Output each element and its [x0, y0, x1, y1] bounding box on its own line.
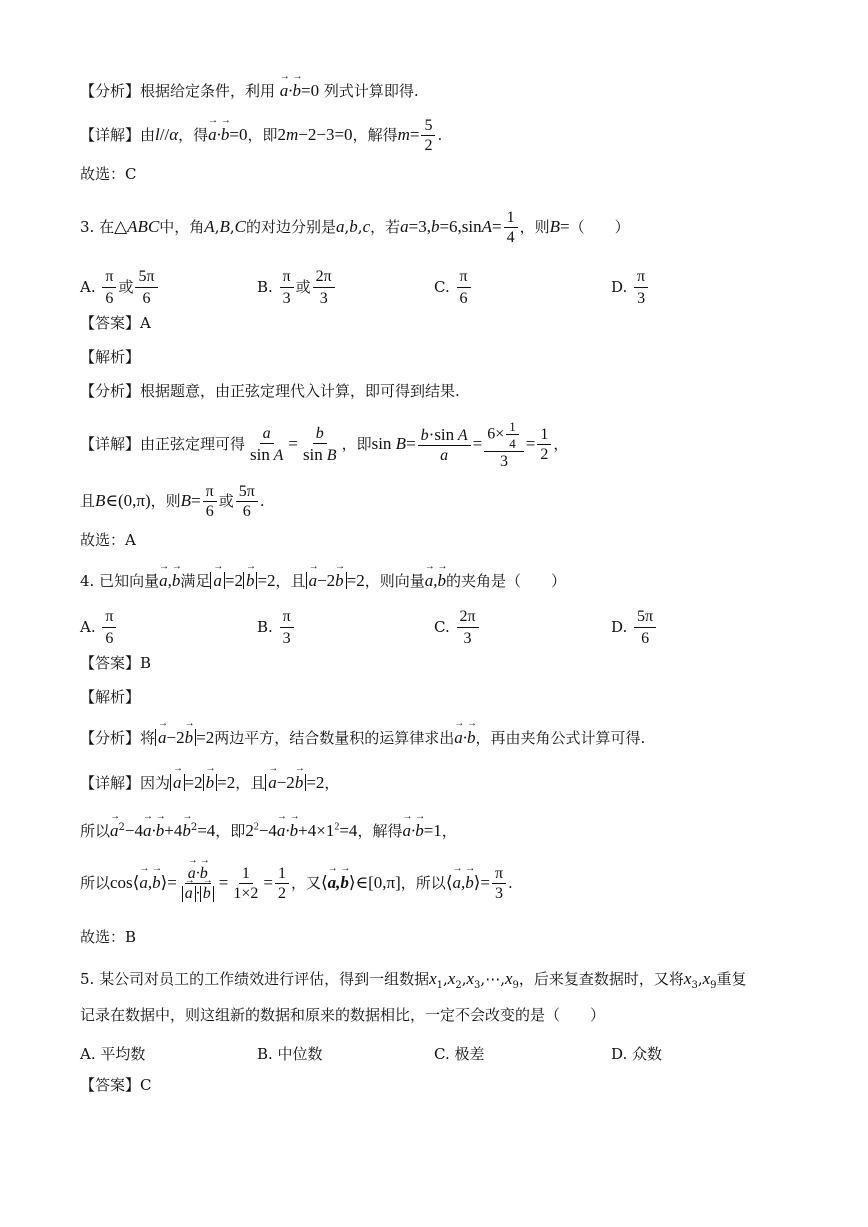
q2-detail: 【详解】由l//α，得→ a·→ b=0，即2m−2−3=0，解得m= $\frac{5}{2}$ . [80, 118, 442, 154]
q3-option-c: C. $\frac{\pi}{6}$ [434, 268, 473, 308]
fraction: $\frac{5}{2}$ [421, 118, 435, 154]
q2-analysis: 【分析】根据给定条件，利用 → a·→ b=0 列式计算即得. [80, 82, 419, 99]
q4-option-a: A. $\frac{\pi}{6}$ [80, 608, 118, 648]
q3-answer: 【答案】A [80, 314, 151, 332]
q4-analysis: 【分析】将→ a−2→ b =2两边平方，结合数量积的运算律求出→ a·→ b，再由夹角公式计算可得. [80, 729, 645, 746]
q4-answer: 【答案】B [80, 654, 152, 672]
q3-option-a: A. $\frac{\pi}{6}$ 或 $\frac{5\pi}{6}$ [80, 268, 160, 308]
q2-answer: 故选：C [80, 165, 137, 183]
q5-stem-1: 5. 某公司对员工的工作绩效进行评估，得到一组数据$x_1,x_2,x_3,\cdots,x_9$，后来复查数据时，又将$x_3,x_9$重复 [80, 969, 747, 991]
q3-option-b: B. $\frac{\pi}{3}$ 或 $\frac{2\pi}{3}$ [257, 268, 337, 308]
q4-option-d: D. $\frac{5\pi}{6}$ [611, 608, 658, 648]
q4-final: 故选：B [80, 928, 137, 946]
q4-detail: 【详解】因为→ a =2→ b =2，且→ a−2→ b =2， [80, 774, 339, 791]
q3-option-d: D. $\frac{\pi}{3}$ [611, 268, 650, 308]
q3-stem: 3. 在△ABC中，角A,B,C的对边分别是a,b,c，若a=3,b=6,sinA= $\frac{1}{4}$ ，则B=（ ） [80, 209, 630, 246]
q5-option-c: C. 极差 [434, 1045, 485, 1063]
q3-jiexi: 【解析】 [80, 348, 141, 366]
q5-option-a: A. 平均数 [80, 1045, 146, 1063]
q3-detail: 【详解】由正弦定理可得 $\frac{a}{\text{sin A}}$ = $\frac{b}{\text{sin B}}$ ，即sin B= $\frac{\text{b·sin A}}{a}$ = 6× $\frac{1}{4}$ 3 = $\frac{1}{2}$ ， [80, 419, 569, 470]
q4-jiexi: 【解析】 [80, 688, 141, 706]
q5-option-b: B. 中位数 [257, 1045, 323, 1063]
q4-detail-2: 所以→ $a^2-4\to a\cdot\to b+4\to b^2=4$，即$2^2-4\to a\cdot\to b+4\times 1^2=4$，解得→ a·→ b=1， [80, 822, 457, 839]
q5-stem-2: 记录在数据中，则这组新的数据和原来的数据相比，一定不会改变的是（ ） [80, 1006, 606, 1024]
q4-detail-3: 所以cos⟨→ a,→ b⟩= → a·→ b → a ·→ b = $\frac{1}{1\times 2}$ = $\frac{1}{2}$ ，又⟨→ a,→ b⟩∈[0,π]，所以⟨→ a,→ b⟩= $\frac{\pi}{3}$ . [80, 866, 513, 902]
q3-final: 故选：A [80, 531, 136, 549]
q5-answer: 【答案】C [80, 1076, 152, 1094]
q3-analysis: 【分析】根据题意，由正弦定理代入计算，即可得到结果. [80, 382, 460, 400]
q4-option-b: B. $\frac{\pi}{3}$ [257, 608, 296, 648]
q4-stem: 4. 已知向量→ a,→ b满足→ a =2→ b =2，且→ a−2→ b =2，则向量→ a,→ b的夹角是（ ） [80, 572, 566, 589]
q5-option-d: D. 众数 [611, 1045, 663, 1063]
q3-detail-2: 且B∈(0,π)，则B= $\frac{\pi}{6}$ 或 $\frac{5\pi}{6}$ . [80, 483, 265, 520]
q4-option-c: C. $\frac{2\pi}{3}$ [434, 608, 481, 648]
